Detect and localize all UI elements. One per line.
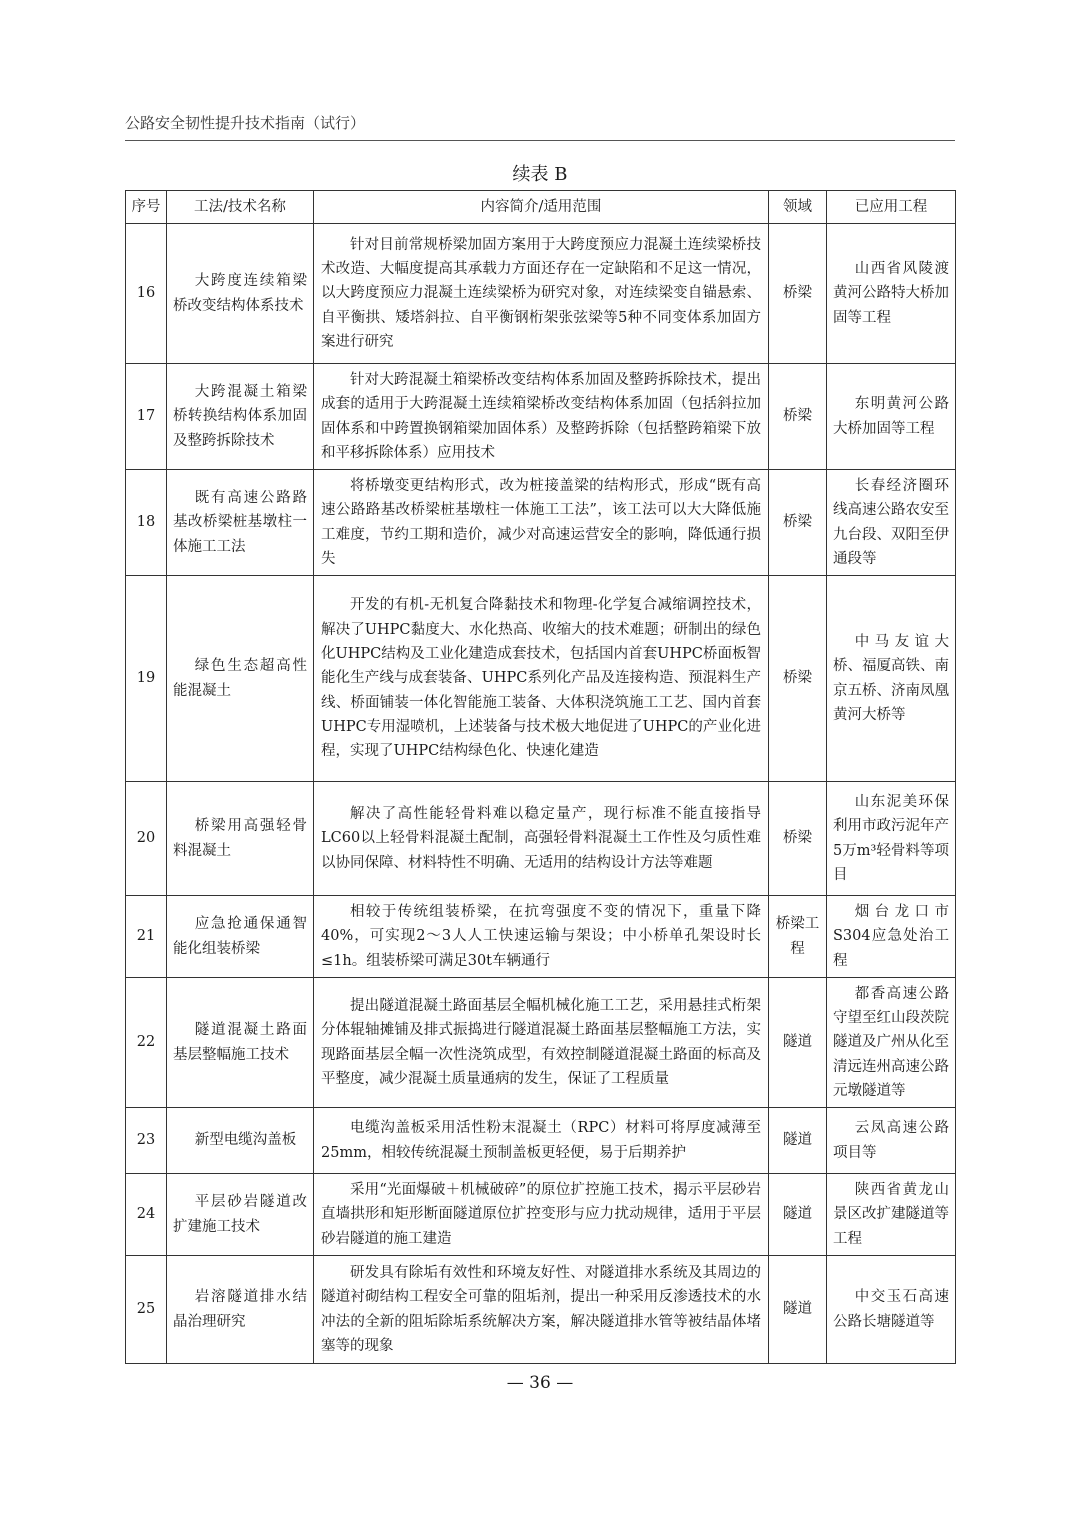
table-row [126, 1174, 956, 1256]
row-field: 桥梁 [769, 364, 827, 470]
row-field: 桥梁 [769, 782, 827, 896]
table-title: 续表 B [512, 164, 568, 185]
row-desc: 采用“光面爆破＋机械破碎”的原位扩控施工技术，揭示平层砂岩直墙拱形和矩形断面隧道原位扩控变形与应力扰动规律，适用于平层砂岩隧道的施工建造 [314, 1174, 769, 1256]
row-project: 烟台龙口市S304应急处治工程 [827, 896, 956, 978]
row-number: 23 [126, 1108, 167, 1174]
row-project: 山西省风陵渡黄河公路特大桥加固等工程 [827, 224, 956, 364]
row-desc: 针对大跨混凝土箱梁桥改变结构体系加固及整跨拆除技术，提出成套的适用于大跨混凝土连续箱梁桥改变结构体系加固（包括斜拉加固体系和中跨置换钢箱梁加固体系）及整跨拆除（包括整跨箱梁下放和平移拆除体系）应用技术 [314, 364, 769, 470]
table-row [126, 896, 956, 978]
row-number: 20 [126, 782, 167, 896]
row-number: 21 [126, 896, 167, 978]
row-project: 中马友谊大桥、福厦高铁、南京五桥、济南凤凰黄河大桥等 [827, 576, 956, 782]
row-desc: 提出隧道混凝土路面基层全幅机械化施工工艺，采用悬挂式桁架分体辊轴摊铺及排式振捣进行隧道混凝土路面基层整幅施工方法，实现路面基层全幅一次性浇筑成型，有效控制隧道混凝土路面的标高及平整度，减少混凝土质量通病的发生，保证了工程质量 [314, 978, 769, 1108]
col-header-no: 序号 [126, 191, 167, 224]
row-number: 24 [126, 1174, 167, 1256]
col-header-project: 已应用工程 [827, 191, 956, 224]
table-row [126, 782, 956, 896]
row-name: 平层砂岩隧道改扩建施工技术 [167, 1174, 314, 1256]
row-name: 隧道混凝土路面基层整幅施工技术 [167, 978, 314, 1108]
row-desc: 相较于传统组装桥梁，在抗弯强度不变的情况下，重量下降40%，可实现2～3人人工快速运输与架设；中小桥单孔架设时长≤1h。组装桥梁可满足30t车辆通行 [314, 896, 769, 978]
row-name: 应急抢通保通智能化组装桥梁 [167, 896, 314, 978]
row-name: 大跨度连续箱梁桥改变结构体系技术 [167, 224, 314, 364]
row-field: 隧道 [769, 1256, 827, 1364]
row-desc: 将桥墩变更结构形式，改为桩接盖梁的结构形式，形成“既有高速公路路基改桥梁桩基墩柱一体施工工法”，该工法可以大大降低施工难度，节约工期和造价，减少对高速运营安全的影响，降低通行损失 [314, 470, 769, 576]
page-number: — 36 — [506, 1373, 574, 1393]
row-name: 既有高速公路路基改桥梁桩基墩柱一体施工工法 [167, 470, 314, 576]
row-number: 16 [126, 224, 167, 364]
row-field: 桥梁 [769, 576, 827, 782]
row-field: 隧道 [769, 978, 827, 1108]
row-number: 18 [126, 470, 167, 576]
col-header-field: 领域 [769, 191, 827, 224]
row-project: 陕西省黄龙山景区改扩建隧道等工程 [827, 1174, 956, 1256]
row-project: 云凤高速公路项目等 [827, 1108, 956, 1174]
row-project: 中交玉石高速公路长塘隧道等 [827, 1256, 956, 1364]
header-rule [125, 140, 955, 141]
row-field: 隧道 [769, 1108, 827, 1174]
row-desc: 电缆沟盖板采用活性粉末混凝土（RPC）材料可将厚度减薄至25mm，相较传统混凝土预制盖板更轻便，易于后期养护 [314, 1108, 769, 1174]
table-row [126, 978, 956, 1108]
row-number: 17 [126, 364, 167, 470]
row-number: 19 [126, 576, 167, 782]
row-field: 桥梁工程 [769, 896, 827, 978]
row-field: 桥梁 [769, 224, 827, 364]
techniques-table [125, 190, 956, 1364]
table-row [126, 364, 956, 470]
row-name: 新型电缆沟盖板 [167, 1108, 314, 1174]
row-project: 都香高速公路守望至红山段茨院隧道及广州从化至清远连州高速公路元墩隧道等 [827, 978, 956, 1108]
col-header-name: 工法/技术名称 [167, 191, 314, 224]
row-desc: 开发的有机-无机复合降黏技术和物理-化学复合减缩调控技术，解决了UHPC黏度大、水化热高、收缩大的技术难题；研制出的绿色化UHPC结构及工业化建造成套技术，包括国内首套UHPC桥面板智能化生产线与成套装备、UHPC系列化产品及连接构造、预混料生产线、桥面铺装一体化智能施工装备、大体积浇筑施工工艺、国内首套UHPC专用湿喷机，上述装备与技术极大地促进了UHPC的产业化进程，实现了UHPC结构绿色化、快速化建造 [314, 576, 769, 782]
row-name: 桥梁用高强轻骨料混凝土 [167, 782, 314, 896]
row-field: 桥梁 [769, 470, 827, 576]
running-header: 公路安全韧性提升技术指南（试行） [125, 114, 366, 132]
row-name: 大跨混凝土箱梁桥转换结构体系加固及整跨拆除技术 [167, 364, 314, 470]
col-header-desc: 内容简介/适用范围 [314, 191, 769, 224]
row-project: 东明黄河公路大桥加固等工程 [827, 364, 956, 470]
table-row [126, 470, 956, 576]
row-desc: 针对目前常规桥梁加固方案用于大跨度预应力混凝土连续梁桥技术改造、大幅度提高其承载力方面还存在一定缺陷和不足这一情况，以大跨度预应力混凝土连续梁桥为研究对象，对连续梁变自锚悬索、自平衡拱、矮塔斜拉、自平衡钢桁架张弦梁等5种不同变体系加固方案进行研究 [314, 224, 769, 364]
row-number: 22 [126, 978, 167, 1108]
table-row [126, 576, 956, 782]
row-field: 隧道 [769, 1174, 827, 1256]
row-desc: 解决了高性能轻骨料难以稳定量产，现行标准不能直接指导LC60以上轻骨料混凝土配制，高强轻骨料混凝土工作性及匀质性难以协同保障、材料特性不明确、无适用的结构设计方法等难题 [314, 782, 769, 896]
row-number: 25 [126, 1256, 167, 1364]
table-row [126, 224, 956, 364]
table-row [126, 1256, 956, 1364]
row-desc: 研发具有除垢有效性和环境友好性、对隧道排水系统及其周边的隧道衬砌结构工程安全可靠的阻垢剂，提出一种采用反渗透技术的水冲法的全新的阻垢除垢系统解决方案，解决隧道排水管等被结晶体堵塞等的现象 [314, 1256, 769, 1364]
row-name: 岩溶隧道排水结晶治理研究 [167, 1256, 314, 1364]
table-header-row [126, 191, 956, 224]
row-project: 长春经济圈环线高速公路农安至九台段、双阳至伊通段等 [827, 470, 956, 576]
row-name: 绿色生态超高性能混凝土 [167, 576, 314, 782]
table-row [126, 1108, 956, 1174]
row-project: 山东泥美环保利用市政污泥年产5万m³轻骨料等项目 [827, 782, 956, 896]
